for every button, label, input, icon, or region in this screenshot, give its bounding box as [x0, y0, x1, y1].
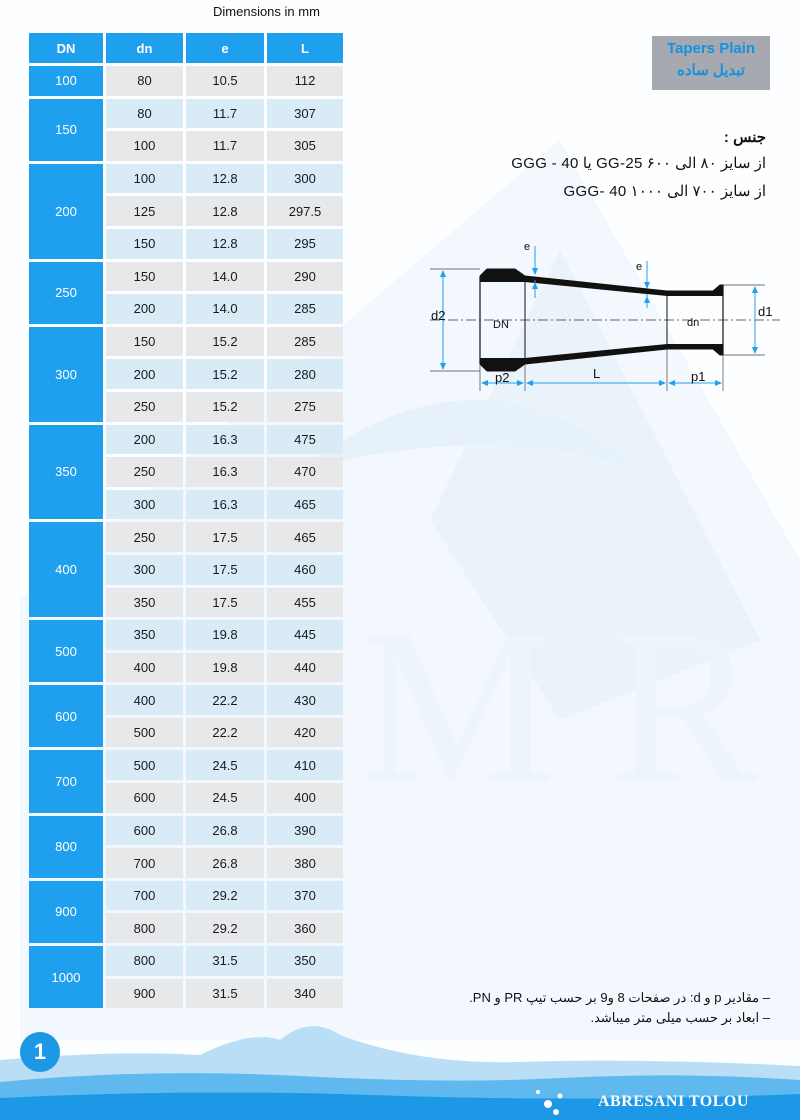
- L-cell: 275: [267, 392, 343, 422]
- e-cell: 19.8: [186, 620, 264, 650]
- dn-cell: 400: [106, 653, 183, 683]
- label-p1: p1: [691, 369, 706, 384]
- e-cell: 29.2: [186, 881, 264, 911]
- L-cell: 112: [267, 66, 343, 96]
- label-e-right: e: [636, 261, 643, 273]
- e-cell: 29.2: [186, 913, 264, 943]
- label-e-left: e: [524, 241, 531, 253]
- DN-cell: 350: [29, 425, 103, 520]
- L-cell: 460: [267, 555, 343, 585]
- L-cell: 285: [267, 327, 343, 357]
- L-cell: 340: [267, 979, 343, 1009]
- DN-cell: 500: [29, 620, 103, 682]
- table-row: [29, 685, 343, 715]
- dn-cell: 300: [106, 490, 183, 520]
- table-header-row: [29, 33, 343, 63]
- dn-cell: 800: [106, 946, 183, 976]
- dn-cell: 700: [106, 848, 183, 878]
- DN-cell: 250: [29, 262, 103, 324]
- L-cell: 400: [267, 783, 343, 813]
- table-row: [29, 66, 343, 96]
- L-cell: 297.5: [267, 196, 343, 226]
- label-L: L: [593, 366, 601, 381]
- e-cell: 24.5: [186, 783, 264, 813]
- dn-cell: 80: [106, 99, 183, 129]
- L-cell: 370: [267, 881, 343, 911]
- dn-cell: 100: [106, 164, 183, 194]
- title-persian: تبدیل ساده: [677, 62, 745, 79]
- dn-cell: 350: [106, 588, 183, 618]
- L-cell: 445: [267, 620, 343, 650]
- taper-drawing: [425, 236, 785, 406]
- e-cell: 15.2: [186, 392, 264, 422]
- L-cell: 307: [267, 99, 343, 129]
- dn-cell: 150: [106, 327, 183, 357]
- table-row: [29, 881, 343, 911]
- L-cell: 475: [267, 425, 343, 455]
- L-cell: 350: [267, 946, 343, 976]
- e-cell: 15.2: [186, 327, 264, 357]
- svg-text:M R: M R: [360, 584, 758, 828]
- e-cell: 10.5: [186, 66, 264, 96]
- e-cell: 26.8: [186, 848, 264, 878]
- brand-name: ABRESANI TOLOU: [598, 1093, 749, 1110]
- e-cell: 31.5: [186, 946, 264, 976]
- L-cell: 295: [267, 229, 343, 259]
- dn-cell: 700: [106, 881, 183, 911]
- L-cell: 285: [267, 294, 343, 324]
- L-cell: 465: [267, 490, 343, 520]
- DN-cell: 700: [29, 750, 103, 812]
- DN-cell: 300: [29, 327, 103, 422]
- e-cell: 14.0: [186, 294, 264, 324]
- e-cell: 26.8: [186, 816, 264, 846]
- table-row: [29, 99, 343, 129]
- dn-cell: 80: [106, 66, 183, 96]
- e-cell: 15.2: [186, 359, 264, 389]
- L-cell: 465: [267, 522, 343, 552]
- material-section: [511, 128, 766, 210]
- label-d2: d2: [431, 308, 446, 323]
- header-dn: dn: [106, 33, 183, 63]
- table-row: [29, 262, 343, 292]
- product-title-box: [652, 36, 770, 90]
- dn-cell: 200: [106, 425, 183, 455]
- e-cell: 22.2: [186, 718, 264, 748]
- dn-cell: 500: [106, 750, 183, 780]
- L-cell: 470: [267, 457, 343, 487]
- e-cell: 22.2: [186, 685, 264, 715]
- L-cell: 410: [267, 750, 343, 780]
- e-cell: 11.7: [186, 131, 264, 161]
- label-DN: DN: [493, 319, 509, 331]
- L-cell: 390: [267, 816, 343, 846]
- table-row: [29, 816, 343, 846]
- dn-cell: 250: [106, 392, 183, 422]
- e-cell: 16.3: [186, 490, 264, 520]
- L-cell: 455: [267, 588, 343, 618]
- DN-cell: 400: [29, 522, 103, 617]
- e-cell: 16.3: [186, 457, 264, 487]
- dn-cell: 200: [106, 359, 183, 389]
- dimensions-table: [26, 30, 346, 1011]
- L-cell: 280: [267, 359, 343, 389]
- label-d1: d1: [758, 304, 773, 319]
- page-number: 1: [20, 1032, 60, 1072]
- e-cell: 14.0: [186, 262, 264, 292]
- DN-cell: 1000: [29, 946, 103, 1008]
- DN-cell: 150: [29, 99, 103, 161]
- dn-cell: 125: [106, 196, 183, 226]
- material-line-2: از سایز ۷۰۰ الی ۱۰۰۰ GGG- 40: [563, 183, 766, 200]
- note-2: – ابعاد بر حسب میلی متر میباشد.: [590, 1010, 770, 1025]
- header-L: L: [267, 33, 343, 63]
- e-cell: 24.5: [186, 750, 264, 780]
- DN-cell: 800: [29, 816, 103, 878]
- dn-cell: 800: [106, 913, 183, 943]
- dn-cell: 250: [106, 522, 183, 552]
- e-cell: 12.8: [186, 164, 264, 194]
- title-english: Tapers Plain: [666, 40, 756, 57]
- table-row: [29, 164, 343, 194]
- L-cell: 305: [267, 131, 343, 161]
- note-1: – مقادیر p و d: در صفحات 8 و9 بر حسب تیپ PR و PN.: [469, 990, 770, 1005]
- e-cell: 11.7: [186, 99, 264, 129]
- L-cell: 300: [267, 164, 343, 194]
- dn-cell: 100: [106, 131, 183, 161]
- dn-cell: 250: [106, 457, 183, 487]
- table-row: [29, 327, 343, 357]
- DN-cell: 600: [29, 685, 103, 747]
- material-line-1: از سایز ۸۰ الی ۶۰۰ GG-25 یا GGG - 40: [511, 155, 766, 172]
- dn-cell: 300: [106, 555, 183, 585]
- header-DN: DN: [29, 33, 103, 63]
- dn-cell: 500: [106, 718, 183, 748]
- L-cell: 380: [267, 848, 343, 878]
- dn-cell: 150: [106, 229, 183, 259]
- e-cell: 17.5: [186, 555, 264, 585]
- table-row: [29, 750, 343, 780]
- table-row: [29, 425, 343, 455]
- e-cell: 17.5: [186, 588, 264, 618]
- dimensions-caption: Dimensions in mm: [213, 4, 320, 19]
- table-row: [29, 946, 343, 976]
- L-cell: 430: [267, 685, 343, 715]
- dn-cell: 200: [106, 294, 183, 324]
- dn-cell: 600: [106, 783, 183, 813]
- table-row: [29, 522, 343, 552]
- dn-cell: 150: [106, 262, 183, 292]
- label-p2: p2: [495, 370, 510, 385]
- L-cell: 440: [267, 653, 343, 683]
- dn-cell: 350: [106, 620, 183, 650]
- table-row: [29, 620, 343, 650]
- DN-cell: 200: [29, 164, 103, 259]
- e-cell: 16.3: [186, 425, 264, 455]
- L-cell: 290: [267, 262, 343, 292]
- L-cell: 420: [267, 718, 343, 748]
- DN-cell: 900: [29, 881, 103, 943]
- e-cell: 31.5: [186, 979, 264, 1009]
- label-dn: dn: [687, 317, 700, 329]
- header-e: e: [186, 33, 264, 63]
- DN-cell: 100: [29, 66, 103, 96]
- e-cell: 12.8: [186, 196, 264, 226]
- dn-cell: 600: [106, 816, 183, 846]
- material-heading: جنس :: [723, 129, 766, 146]
- e-cell: 19.8: [186, 653, 264, 683]
- dn-cell: 900: [106, 979, 183, 1009]
- e-cell: 12.8: [186, 229, 264, 259]
- e-cell: 17.5: [186, 522, 264, 552]
- dn-cell: 400: [106, 685, 183, 715]
- L-cell: 360: [267, 913, 343, 943]
